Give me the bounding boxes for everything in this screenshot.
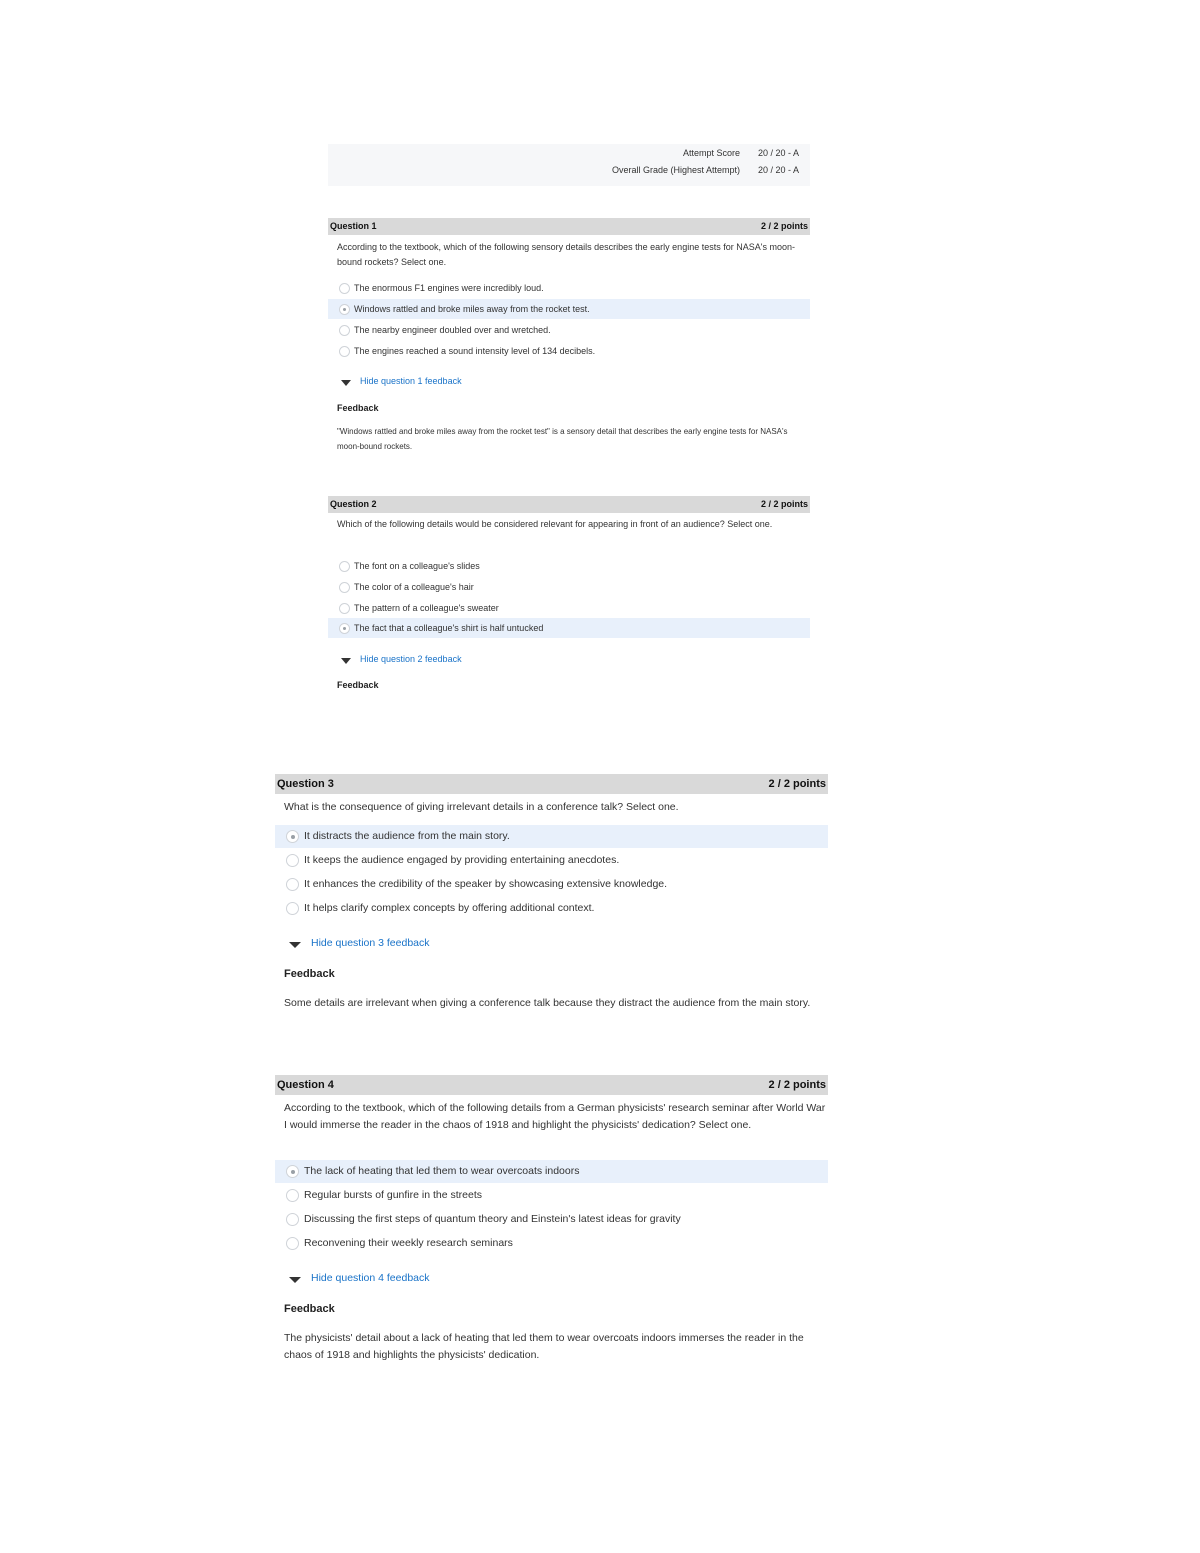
answer-option[interactable] [275,897,828,920]
answer-option[interactable] [328,278,810,298]
answer-option-label: The enormous F1 engines were incredibly loud. [354,283,544,293]
answer-option-label: The engines reached a sound intensity level of 134 decibels. [354,346,596,356]
radio-button[interactable] [339,346,350,357]
feedback-text: The physicists' detail about a lack of heating that led them to wear overcoats indoors immerses the reader in the chaos of 1918 and highlights the physicists' dedication. [284,1332,804,1361]
answer-option[interactable] [328,577,810,597]
radio-button[interactable] [286,1237,299,1250]
caret-down-icon [289,1277,301,1283]
feedback-text: "Windows rattled and broke miles away from the rocket test" is a sensory detail that describes the early engine tests for NASA's moon-bound rockets. [337,427,788,451]
answer-option-label: Discussing the first steps of quantum theory and Einstein's latest ideas for gravity [304,1213,681,1225]
answer-option-label: The fact that a colleague's shirt is half untucked [354,623,544,633]
question-text: Which of the following details would be considered relevant for appearing in front of an audience? Select one. [337,519,773,529]
overall-grade-label: Overall Grade (Highest Attempt) [611,165,740,175]
answer-option-label: The nearby engineer doubled over and wretched. [354,325,551,335]
radio-button[interactable] [286,854,299,867]
question-3 [275,774,828,1034]
answer-option-label: It enhances the credibility of the speaker by showcasing extensive knowledge. [304,878,668,890]
overall-grade-row [328,165,810,182]
question-points: 2 / 2 points [760,221,808,231]
answer-option-selected[interactable] [275,1160,828,1183]
answer-option-label: Windows rattled and broke miles away from the rocket test. [354,304,590,314]
answer-option[interactable] [275,849,828,872]
feedback-heading: Feedback [284,968,335,980]
radio-button[interactable] [339,582,350,593]
question-title: Question 1 [330,221,377,231]
answer-option[interactable] [275,1232,828,1255]
question-points: 2 / 2 points [768,778,826,790]
caret-down-icon [289,942,301,948]
caret-down-icon [341,658,351,664]
question-title: Question 3 [277,778,334,790]
radio-button[interactable] [339,325,350,336]
feedback-heading: Feedback [284,1303,335,1315]
radio-button[interactable] [286,1189,299,1202]
radio-button-checked[interactable] [339,623,350,634]
question-points: 2 / 2 points [768,1079,826,1091]
answer-option-label: The pattern of a colleague's sweater [354,603,499,613]
radio-button-checked[interactable] [286,1165,299,1178]
question-text: According to the textbook, which of the following details from a German physicists' research seminar after World War I would immerse the reader in the chaos of 1918 and highlight the physicists' dedication? Select one. [284,1102,826,1131]
answer-option[interactable] [275,873,828,896]
answer-option-label: It helps clarify complex concepts by offering additional context. [304,902,595,914]
feedback-heading: Feedback [337,680,379,690]
answer-option[interactable] [328,598,810,618]
answer-option[interactable] [275,1208,828,1231]
answer-option-label: It keeps the audience engaged by providing entertaining anecdotes. [304,854,620,866]
radio-button[interactable] [339,283,350,294]
question-text: What is the consequence of giving irrelevant details in a conference talk? Select one. [284,801,679,813]
question-1 [328,218,810,458]
attempt-score-row [328,148,810,165]
answer-option[interactable] [328,556,810,576]
answer-option-selected[interactable] [328,299,810,319]
radio-button[interactable] [286,878,299,891]
answer-option[interactable] [275,1184,828,1207]
question-2 [328,496,810,696]
overall-grade-value: 20 / 20 - A [758,165,800,175]
answer-option-label: It distracts the audience from the main story. [304,830,510,842]
question-4 [275,1075,828,1375]
radio-button-checked[interactable] [339,304,350,315]
radio-button[interactable] [339,561,350,572]
answer-option-label: The font on a colleague's slides [354,561,480,571]
radio-button[interactable] [339,603,350,614]
question-header [328,218,810,235]
caret-down-icon [341,380,351,386]
question-header [328,496,810,513]
hide-feedback-label: Hide question 1 feedback [360,376,462,386]
attempt-summary [328,144,810,186]
question-header [275,774,828,794]
answer-option-label: Regular bursts of gunfire in the streets [304,1189,483,1201]
hide-feedback-label: Hide question 3 feedback [311,937,430,949]
answer-option-label: Reconvening their weekly research seminars [304,1237,513,1249]
attempt-score-value: 20 / 20 - A [758,148,800,158]
answer-option-selected[interactable] [328,618,810,638]
radio-button[interactable] [286,1213,299,1226]
answer-option[interactable] [328,320,810,340]
answer-option-label: The color of a colleague's hair [354,582,474,592]
radio-button-checked[interactable] [286,830,299,843]
question-title: Question 4 [277,1079,334,1091]
radio-button[interactable] [286,902,299,915]
answer-option-label: The lack of heating that led them to wear overcoats indoors [304,1165,580,1177]
attempt-score-label: Attempt Score [682,148,740,158]
feedback-text: Some details are irrelevant when giving a conference talk because they distract the audience from the main story. [284,997,811,1009]
question-points: 2 / 2 points [760,499,808,509]
question-text: According to the textbook, which of the following sensory details describes the early engine tests for NASA's moon-bound rockets? Select one. [337,242,795,267]
feedback-heading: Feedback [337,403,379,413]
hide-feedback-label: Hide question 4 feedback [311,1272,430,1284]
answer-option-selected[interactable] [275,825,828,848]
answer-option[interactable] [328,341,810,361]
question-title: Question 2 [330,499,377,509]
hide-feedback-label: Hide question 2 feedback [360,654,462,664]
question-header [275,1075,828,1095]
